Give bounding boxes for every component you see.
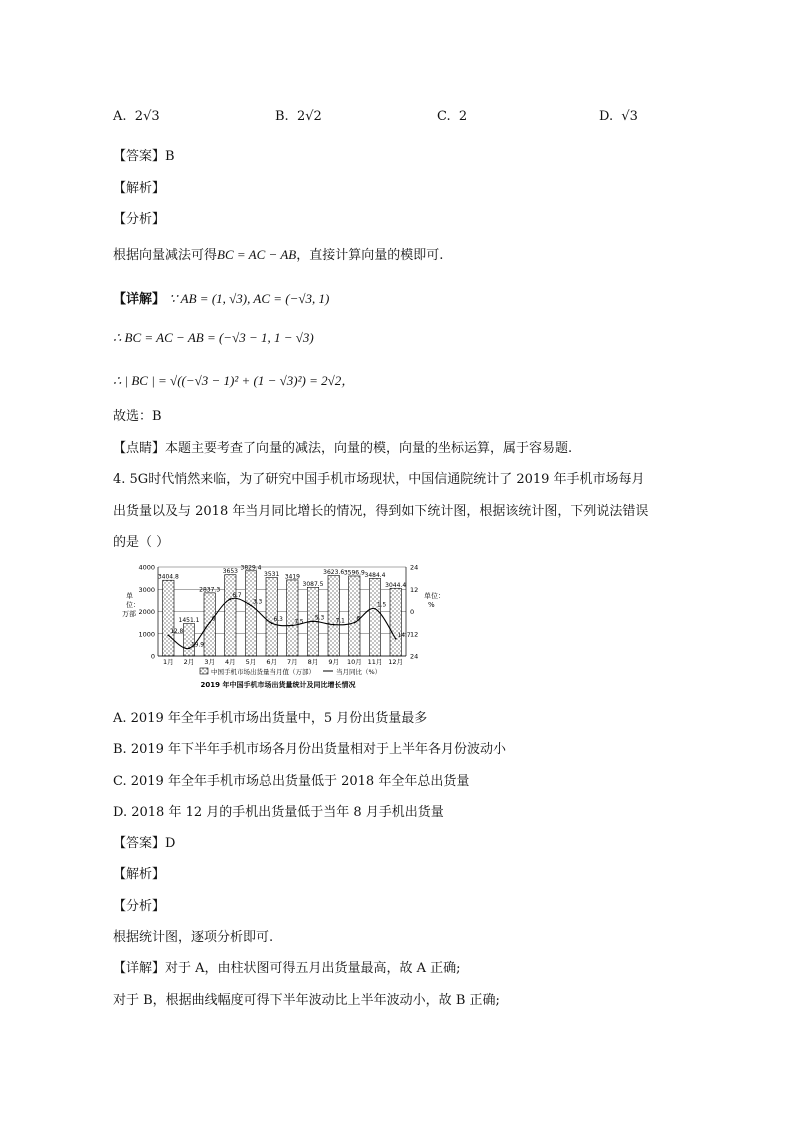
q4-stem-1: 4. 5G时代悄然来临，为了研究中国手机市场现状，中国信通院统计了 2019 年手机市场每月	[113, 472, 645, 487]
growth-value-label: 1.5	[377, 602, 387, 609]
y-label-line-1: 单	[126, 592, 133, 600]
bar	[204, 593, 215, 656]
q3-fenxi-text: 根据向量减法可得BC = AC − AB，直接计算向量的模即可.	[113, 247, 444, 263]
q3-detail-2: ∴ BC = AC − AB = (−√3 − 1, 1 − √3)	[113, 330, 314, 345]
y-tick-label: 1000	[138, 630, 155, 639]
bar-value-label: 2837.3	[199, 586, 221, 594]
bar-value-label: 3484.4	[364, 571, 386, 579]
q4-detail-1: 【详解】对于 A，由柱状图可得五月出货量最高，故 A 正确;	[113, 961, 461, 976]
chart-legend	[200, 667, 381, 676]
chart-svg	[118, 560, 445, 695]
growth-line	[168, 598, 395, 648]
growth-value-label: 5.3	[315, 615, 325, 622]
q3-option-d: D. √3	[599, 109, 638, 124]
bar-value-label: 3653	[222, 568, 238, 576]
growth-point	[229, 598, 231, 600]
option-a-value: 2√3	[134, 109, 160, 124]
growth-point	[374, 608, 376, 610]
growth-value-label: 7.5	[294, 619, 304, 626]
bar	[225, 575, 236, 656]
y2-tick-label: 24	[410, 652, 419, 661]
y-tick-label: 4000	[138, 563, 155, 572]
option-b-value: 2√2	[296, 109, 322, 124]
x-tick-label: 11月	[367, 658, 383, 666]
x-tick-label: 5月	[245, 658, 257, 666]
y2-tick-label: 0	[410, 608, 415, 616]
q3-option-b: B. 2√2	[275, 109, 322, 124]
growth-point	[250, 604, 252, 606]
y-tick-label: 2000	[138, 608, 155, 616]
q3-option-a: A. 2√3	[113, 109, 160, 124]
x-tick-label: 3月	[204, 658, 215, 666]
bar-value-label: 3419	[284, 573, 300, 581]
y-tick-label: 0	[150, 652, 155, 661]
q3-detail-1: 【详解】 ∵ AB = (1, √3), AC = (−√3, 1)	[113, 291, 330, 307]
q3-choose: 故选：B	[113, 409, 162, 424]
fenxi-formula: BC = AC − AB	[217, 247, 297, 262]
legend-line-label: 当月同比（%）	[336, 668, 382, 676]
q3-option-c: C. 2	[437, 109, 468, 124]
bar-value-label: 3044.4	[385, 581, 407, 589]
bar-value-label: 3531	[264, 570, 280, 578]
y-tick-label: 3000	[138, 585, 155, 594]
shipment-chart	[118, 560, 445, 695]
bar	[183, 624, 194, 656]
growth-point	[291, 625, 293, 627]
growth-value-label: 3.3	[253, 599, 263, 606]
x-tick-label: 4月	[225, 658, 236, 666]
bar	[390, 588, 401, 656]
q3-answer: 【答案】B	[113, 149, 175, 164]
option-c-value: 2	[458, 109, 468, 124]
growth-point	[395, 638, 397, 640]
growth-point	[188, 647, 190, 649]
growth-value-label: 6	[211, 616, 216, 623]
q4-answer: 【答案】D	[113, 836, 176, 851]
q4-detail-2: 对于 B，根据曲线幅度可得下半年波动比上半年波动小，故 B 正确;	[113, 993, 500, 1008]
bar	[369, 578, 380, 656]
q4-option-a: A. 2019 年全年手机市场出货量中，5 月份出货量最多	[113, 711, 428, 726]
option-d-value: √3	[621, 109, 638, 124]
x-tick-label: 1月	[163, 658, 174, 666]
q3-detail-3: ∴ | BC | = √((−√3 − 1)² + (1 − √3)²) = 2√2，	[113, 373, 355, 388]
q4-fenxi: 【分析】	[113, 899, 166, 914]
bar-value-label: 3087.5	[302, 580, 324, 588]
growth-value-label: 6	[356, 616, 361, 623]
q4-option-d: D. 2018 年 12 月的手机出货量低于当年 8 月手机出货量	[113, 805, 444, 820]
growth-point	[333, 624, 335, 626]
bar-value-label: 3404.8	[157, 573, 179, 581]
x-tick-label: 2月	[183, 658, 195, 666]
legend-bar-swatch	[200, 668, 208, 674]
bar-value-label: 3829.4	[240, 564, 262, 572]
bar-value-label: 1451.1	[178, 617, 200, 625]
y2-tick-label: 12	[410, 630, 419, 639]
growth-point	[167, 634, 169, 636]
y2-label-line-1: 单位：	[424, 592, 445, 600]
growth-point	[312, 620, 314, 622]
bar-value-label: 3596.9	[343, 569, 365, 577]
q3-comment: 【点睛】本题主要考查了向量的减法，向量的模，向量的坐标运算，属于容易题.	[113, 441, 573, 456]
growth-value-label: 19.9	[191, 642, 204, 649]
q4-stem-3: 的是（ ）	[113, 535, 170, 550]
q4-jiexi: 【解析】	[113, 867, 166, 882]
growth-point	[353, 622, 355, 624]
bar	[245, 571, 256, 656]
y-label-line-3: 万部	[122, 610, 136, 618]
growth-value-label: 14.7	[397, 632, 411, 639]
q4-option-b: B. 2019 年下半年手机市场各月份出货量相对于上半年各月份波动小	[113, 742, 507, 757]
x-tick-label: 7月	[287, 658, 298, 666]
bar	[287, 580, 298, 656]
growth-value-label: 7.1	[335, 618, 345, 625]
growth-value-label: 6.7	[232, 593, 242, 600]
q4-stem-2: 出货量以及与 2018 年当月同比增长的情况，得到如下统计图，根据该统计图，下列说法错误	[113, 504, 649, 519]
y-label-line-2: 位：	[126, 601, 140, 609]
growth-value-label: 6.3	[273, 617, 283, 624]
q4-option-c: C. 2019 年全年手机市场总出货量低于 2018 年全年总出货量	[113, 774, 470, 789]
chart-title: 2019 年中国手机市场出货量统计及同比增长情况	[200, 681, 356, 689]
x-tick-label: 10月	[346, 658, 362, 666]
growth-point	[271, 622, 273, 624]
q3-fenxi: 【分析】	[113, 212, 166, 227]
x-tick-label: 9月	[328, 658, 339, 666]
y2-tick-label: 24	[410, 563, 419, 572]
x-tick-label: 6月	[266, 658, 277, 666]
bar	[163, 580, 174, 656]
q3-jiexi: 【解析】	[113, 181, 166, 196]
x-tick-label: 12月	[388, 658, 404, 666]
y2-label-line-2: %	[428, 601, 435, 609]
bar-value-label: 3623.6	[323, 568, 345, 576]
legend-bar-label: 中国手机市场出货量当月值（万部）	[211, 668, 315, 676]
q4-fenxi-text: 根据统计图，逐项分析即可.	[113, 930, 274, 945]
bar	[328, 575, 339, 656]
growth-value-label: 12.8	[170, 629, 184, 636]
y2-tick-label: 12	[410, 585, 419, 594]
x-tick-label: 8月	[307, 658, 319, 666]
growth-point	[209, 622, 211, 624]
y2-axis-label	[424, 591, 447, 609]
